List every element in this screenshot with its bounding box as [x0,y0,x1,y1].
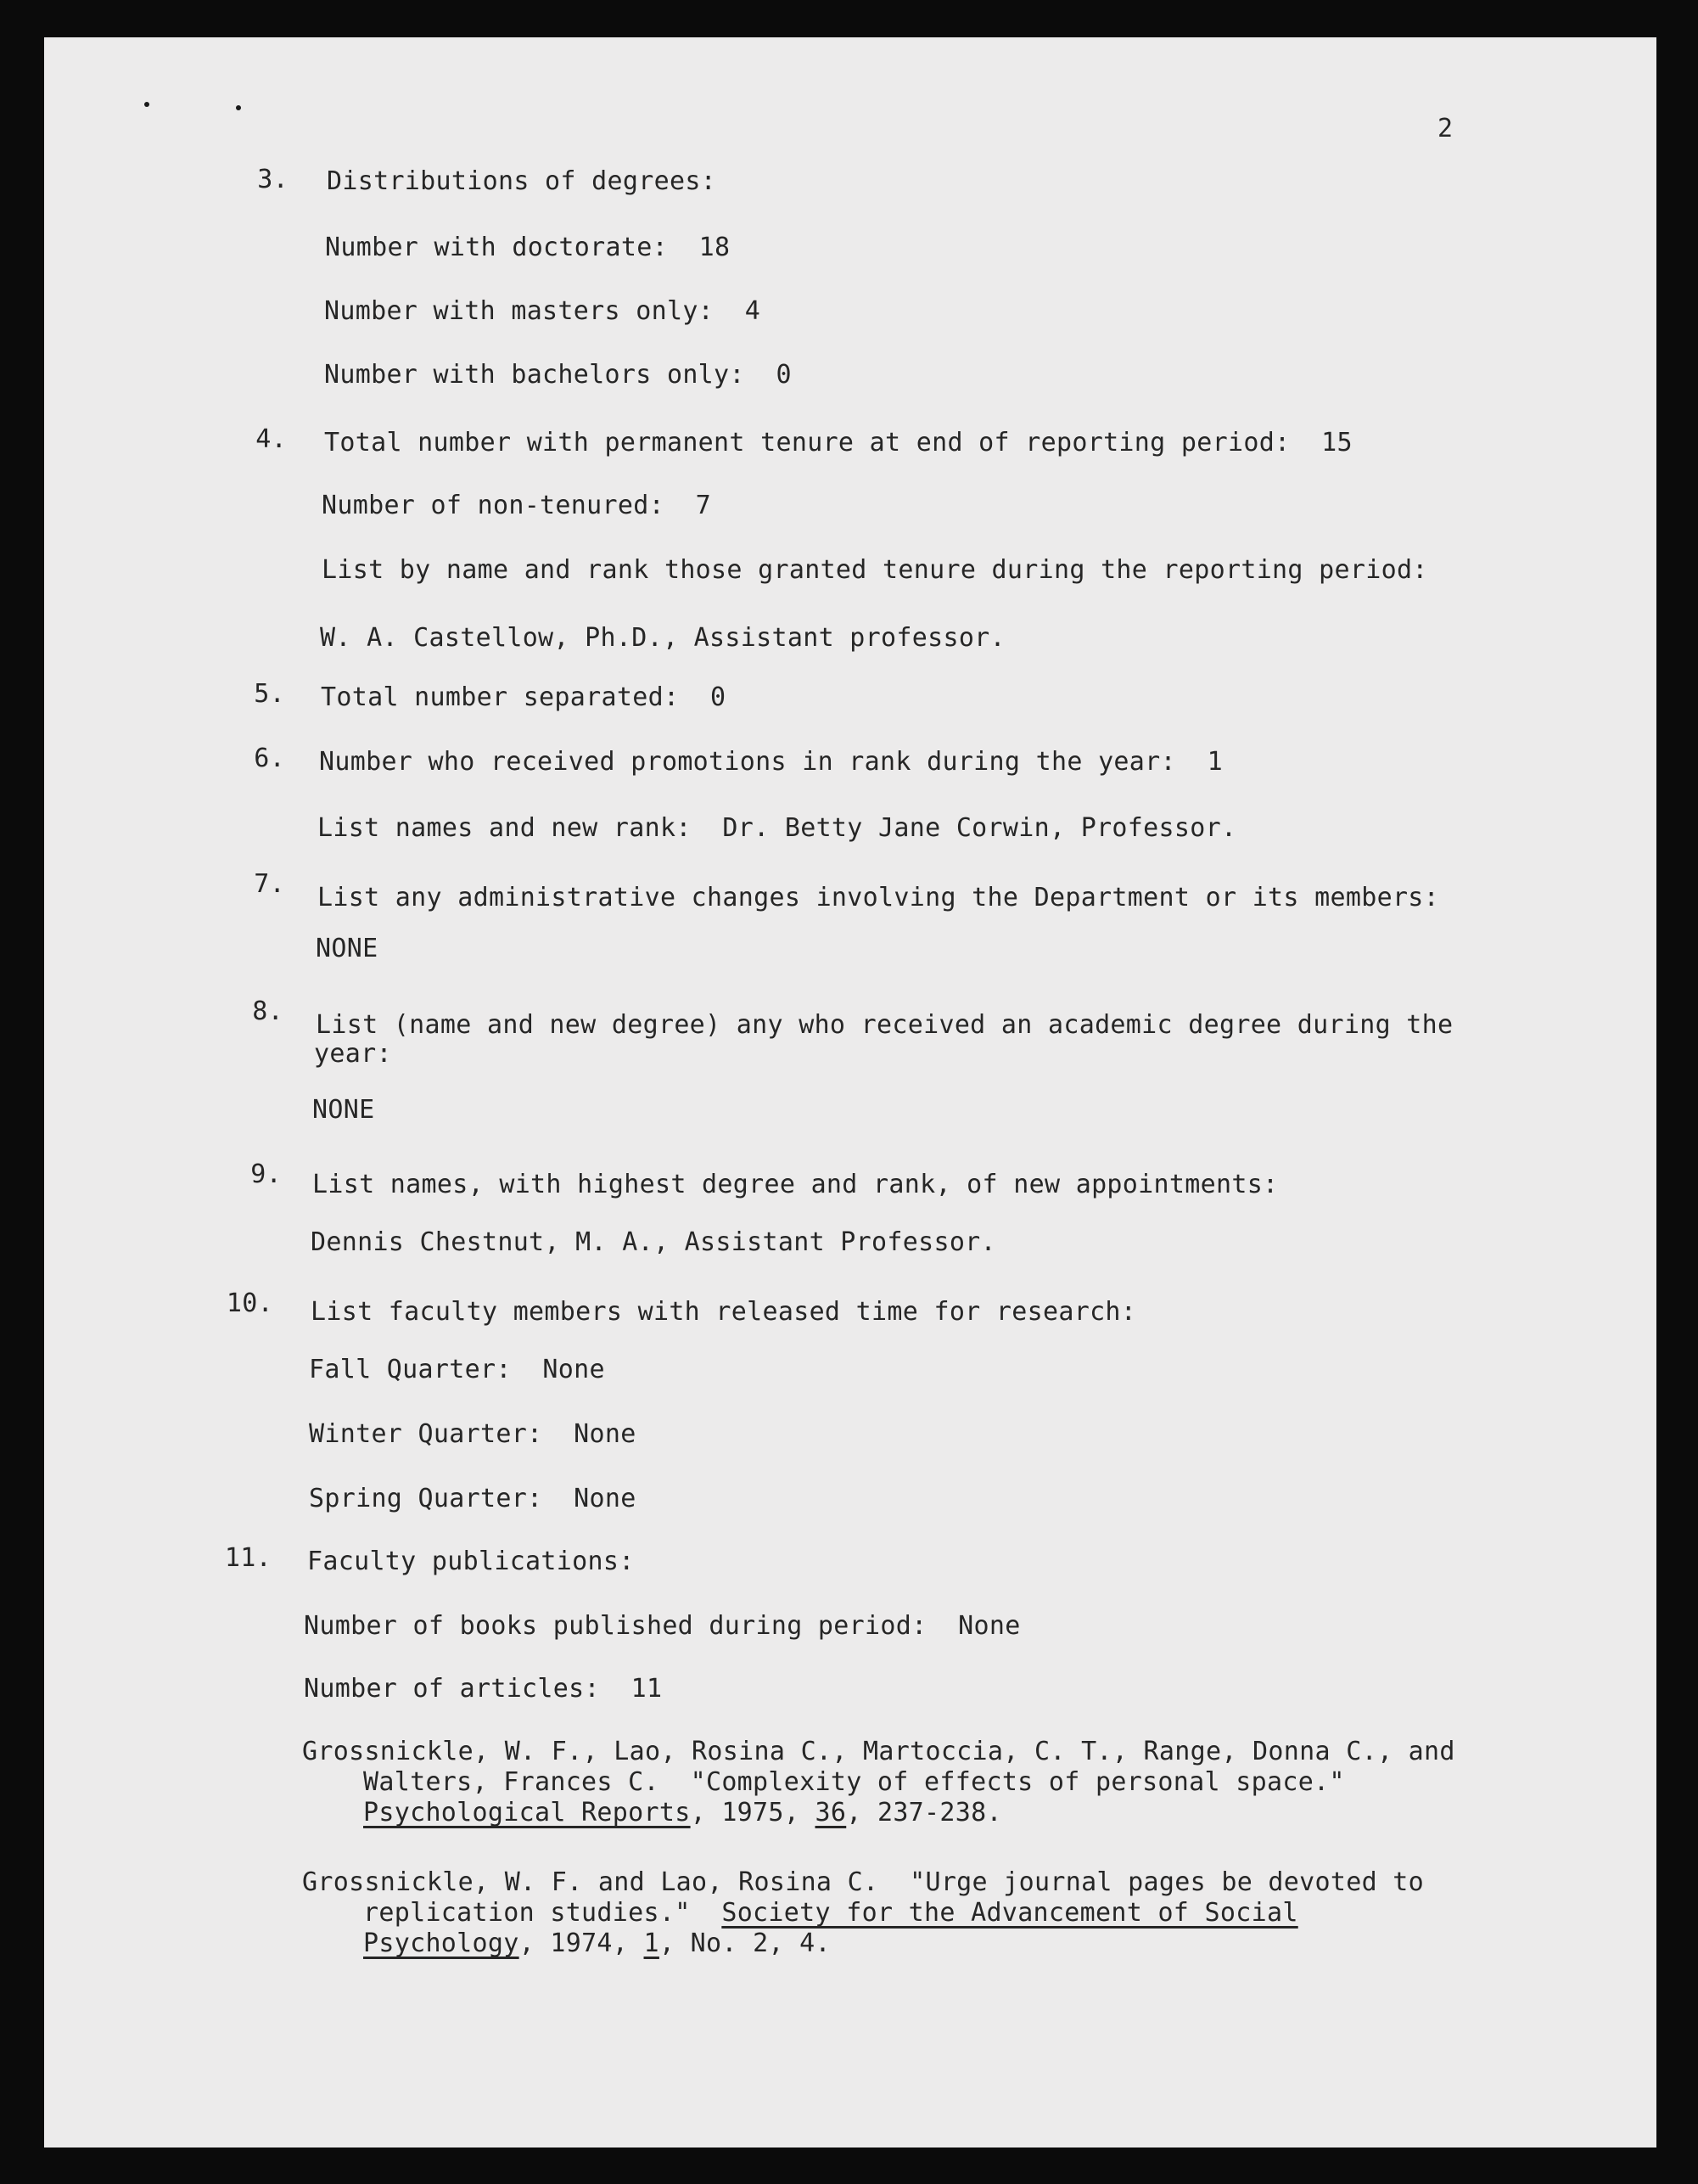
item-number: 11. [224,1543,272,1573]
reference-1-line2: Walters, Frances C. "Complexity of effects of personal space." [363,1767,1345,1797]
item-detail: List names and new rank: Dr. Betty Jane Corwin, Professor. [317,813,1237,843]
speck-mark [144,102,149,107]
document-page [44,37,1656,2148]
reference-1-line3 [363,1798,1002,1828]
item-detail: Number of articles: 11 [304,1674,663,1704]
reference-1-pages: , 237-238. [846,1798,1002,1827]
reference-1-line1: Grossnickle, W. F., Lao, Rosina C., Martoccia, C. T., Range, Donna C., and [302,1737,1455,1766]
item-title: List faculty members with released time for research: [311,1297,1137,1327]
reference-2-journal: Society for the Advancement of Social [721,1898,1298,1928]
reference-2-line1: Grossnickle, W. F. and Lao, Rosina C. "Urge journal pages be devoted to [302,1867,1425,1897]
item-number: 3. [257,165,289,194]
item-detail: List by name and rank those granted tenure during the reporting period: [322,555,1428,585]
item-detail: Spring Quarter: None [309,1484,636,1513]
page-number: 2 [1437,114,1454,143]
item-number: 9. [250,1159,282,1189]
reference-2-issue: , No. 2, 4. [658,1929,831,1958]
item-detail: Fall Quarter: None [309,1355,605,1384]
item-detail: Number with bachelors only: 0 [324,360,792,390]
item-number: 5. [254,679,285,709]
item-number: 4. [255,424,287,454]
item-number: 10. [226,1289,273,1318]
item-detail: Number of books published during period: None [304,1611,1021,1641]
item-title: Faculty publications: [307,1547,635,1576]
item-number: 6. [254,744,285,773]
reference-2-line2 [363,1898,1298,1929]
item-title: Total number separated: 0 [321,682,726,712]
reference-1-volume: 36 [815,1798,847,1827]
item-title: Number who received promotions in rank during the year: 1 [319,747,1223,777]
item-title: List names, with highest degree and rank, of new appointments: [312,1170,1279,1199]
reference-2-line3 [363,1929,831,1959]
reference-2-title-end: replication studies." [363,1898,722,1928]
item-detail: Number with doctorate: 18 [325,233,731,262]
item-title: List any administrative changes involving the Department or its members: [317,883,1440,912]
reference-2-year: , 1974, [518,1929,644,1958]
item-title-line2: year: [314,1039,392,1069]
item-title: Distributions of degrees: [327,166,717,196]
item-answer: Dennis Chestnut, M. A., Assistant Professor. [311,1227,996,1257]
item-title: Total number with permanent tenure at end of reporting period: 15 [324,428,1353,458]
item-detail: W. A. Castellow, Ph.D., Assistant professor. [320,623,1006,653]
item-title-line1: List (name and new degree) any who received an academic degree during the [316,1010,1454,1040]
item-number: 8. [252,997,283,1026]
item-answer: NONE [312,1095,375,1125]
reference-2-journal-cont: Psychology [363,1929,519,1958]
item-answer: NONE [316,934,378,963]
reference-1-journal: Psychological Reports [363,1798,691,1827]
reference-2-volume: 1 [643,1929,659,1958]
speck-mark [236,105,241,110]
item-number: 7. [254,869,285,899]
item-detail: Number with masters only: 4 [324,296,761,326]
item-detail: Winter Quarter: None [309,1419,636,1449]
reference-1-year: , 1975, [690,1798,815,1827]
item-detail: Number of non-tenured: 7 [322,491,712,520]
